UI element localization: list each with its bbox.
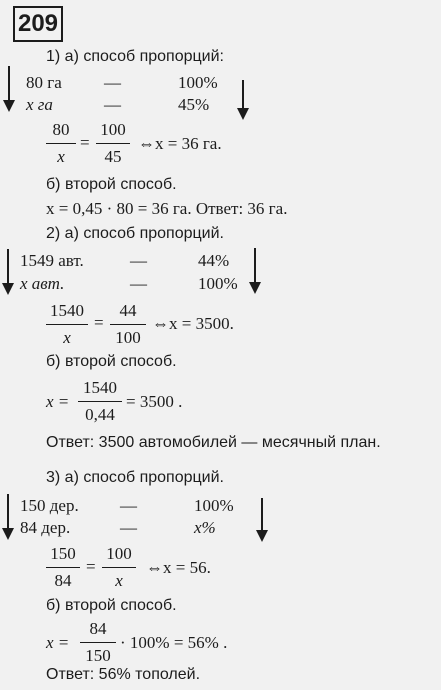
part2-answer: Ответ: 3500 автомобилей — месячный план. — [46, 434, 381, 451]
part3-second-fraction: 84 150 — [80, 619, 116, 666]
part3-second-lhs: x = — [46, 633, 70, 652]
part2-fraction-right: 44 100 — [110, 301, 146, 348]
part2-row1-b: 44% — [198, 251, 230, 270]
part1-result: ⇔x = 36 га. — [138, 134, 222, 153]
part1-row1-a: 80 га — [26, 73, 62, 92]
part1-fraction-left: 80 x — [46, 120, 76, 167]
part2-row1-a: 1549 авт. — [20, 251, 84, 270]
part3-answer: Ответ: 56% тополей. — [46, 666, 201, 683]
part2-row2-b: 100% — [198, 274, 238, 293]
part3-second-rhs: · 100% = 56% . — [120, 633, 228, 652]
part2-second-lhs: x = — [46, 392, 70, 411]
part2-row2-a: x авт. — [20, 274, 65, 293]
part1-heading: 1) а) способ пропорций: — [46, 48, 224, 65]
part3-row1-b: 100% — [194, 496, 234, 515]
part1-row2-a: x га — [26, 95, 53, 114]
part2-result: ⇔x = 3500. — [152, 314, 234, 333]
part2-row1-dash: — — [130, 251, 147, 270]
part1-second-heading: б) второй способ. — [46, 176, 177, 193]
part1-second-line: x = 0,45 · 80 = 36 га. Ответ: 36 га. — [46, 199, 288, 218]
part3-heading: 3) а) способ пропорций. — [46, 469, 224, 486]
part2-equals: = — [94, 313, 104, 332]
down-arrow-icon — [2, 64, 16, 114]
part3-row1-a: 150 дер. — [20, 496, 79, 515]
part1-fraction-right: 100 45 — [96, 120, 130, 167]
part2-second-rhs: = 3500 . — [126, 392, 183, 411]
part3-result: ⇔x = 56. — [146, 558, 211, 577]
part1-row1-dash: — — [104, 73, 121, 92]
part2-heading: 2) а) способ пропорций. — [46, 225, 224, 242]
down-arrow-icon — [1, 492, 15, 542]
problem-number: 209 — [13, 6, 63, 42]
part2-second-heading: б) второй способ. — [46, 353, 177, 370]
part3-fraction-right: 100 x — [102, 544, 136, 591]
part3-row2-dash: — — [120, 518, 137, 537]
part3-equals: = — [86, 557, 96, 576]
part3-row2-b: x% — [194, 518, 216, 537]
part2-second-fraction: 1540 0,44 — [78, 378, 122, 425]
part3-row1-dash: — — [120, 496, 137, 515]
part3-fraction-left: 150 84 — [46, 544, 80, 591]
part1-row2-dash: — — [104, 95, 121, 114]
part3-second-heading: б) второй способ. — [46, 597, 177, 614]
part1-row2-b: 45% — [178, 95, 210, 114]
part1-equals: = — [80, 133, 90, 152]
part1-row1-b: 100% — [178, 73, 218, 92]
down-arrow-icon — [248, 246, 262, 296]
part2-fraction-left: 1540 x — [46, 301, 88, 348]
down-arrow-icon — [255, 496, 269, 544]
part2-row2-dash: — — [130, 274, 147, 293]
down-arrow-icon — [236, 78, 250, 122]
down-arrow-icon — [1, 247, 15, 297]
part3-row2-a: 84 дер. — [20, 518, 71, 537]
